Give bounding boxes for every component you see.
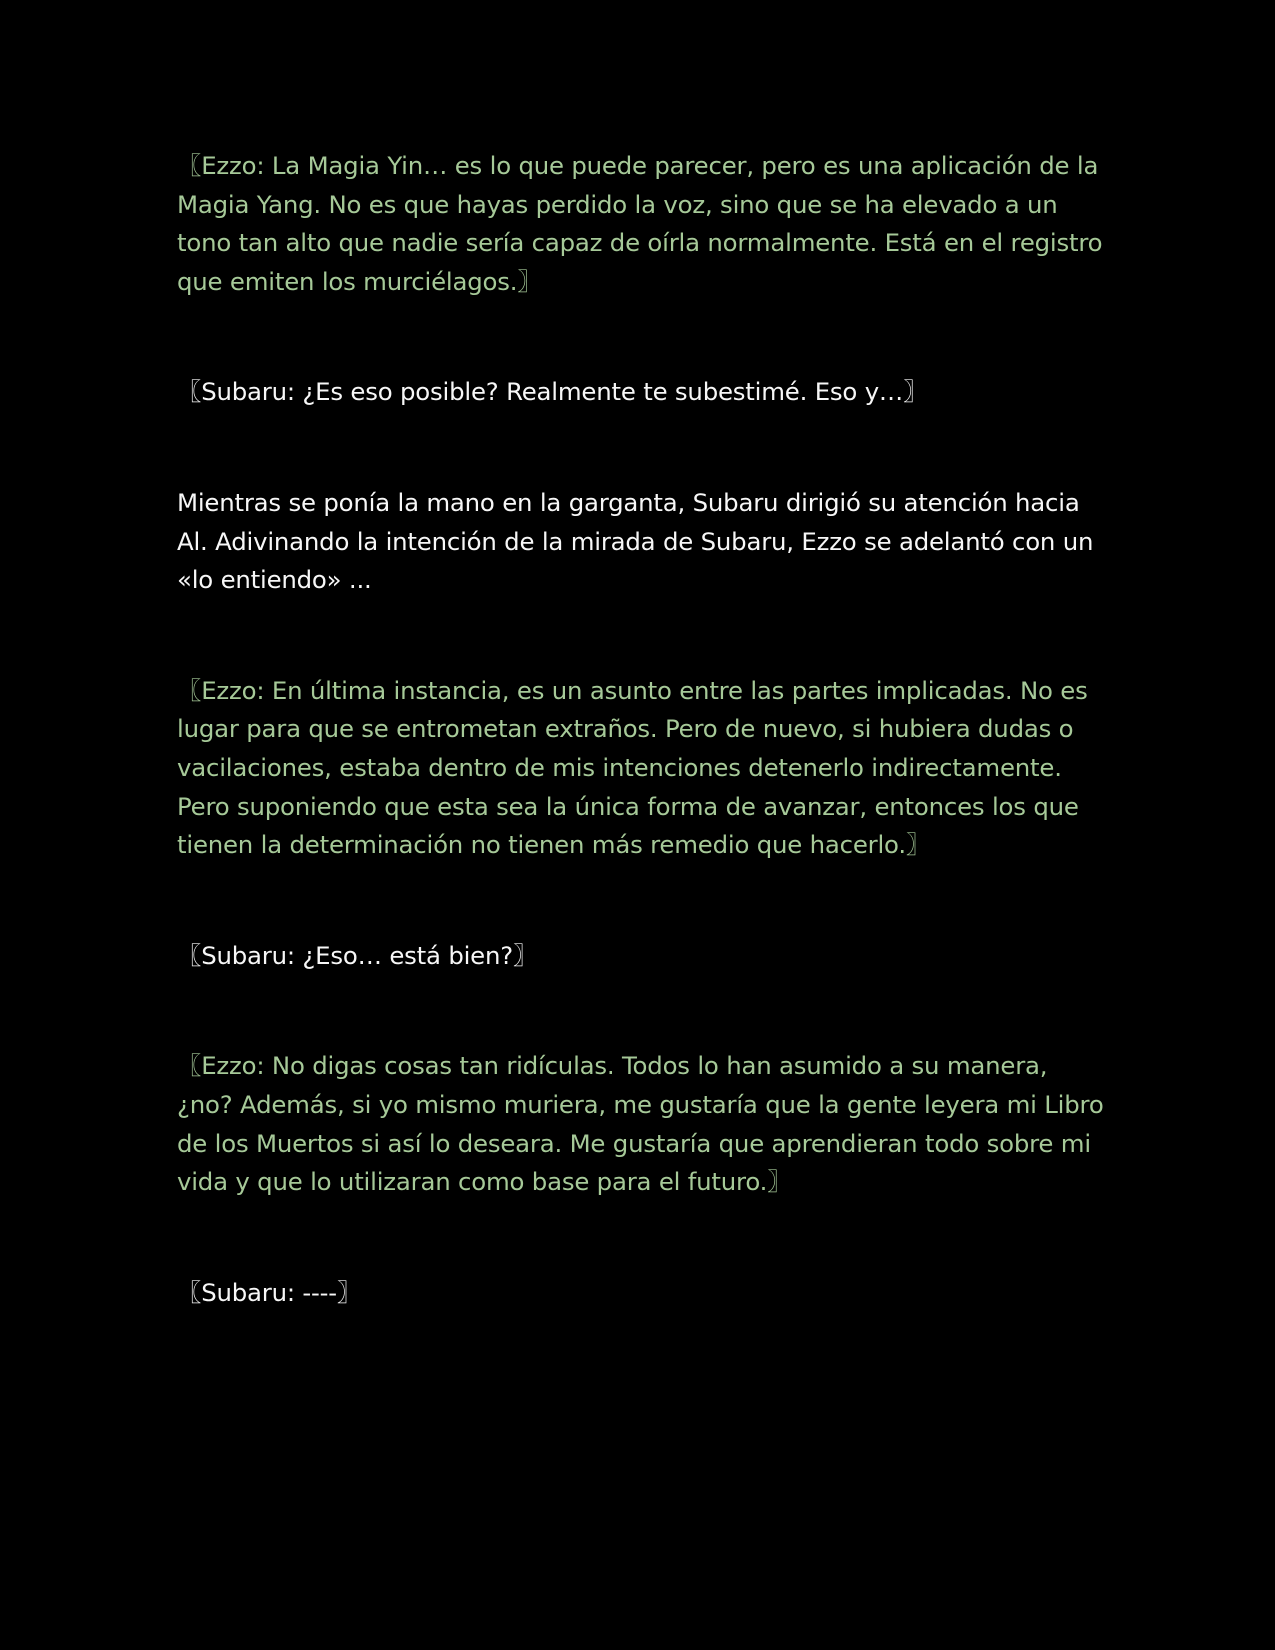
dialogue-ezzo-1: 〖Ezzo: La Magia Yin… es lo que puede parecer, pero es una aplicación de la Magia Yang. No es que hayas perdido la voz, sino que se ha elevado a un tono tan alto que nadie sería capaz de oírla normalmente. Está en el registro que emiten los murciélagos.〗 xyxy=(177,151,1103,296)
dialogue-subaru-3: 〖Subaru: ----〗 xyxy=(177,1277,362,1307)
dialogue-ezzo-3: 〖Ezzo: No digas cosas tan ridículas. Todos lo han asumido a su manera, ¿no? Además, si yo mismo muriera, me gustaría que la gente leyera mi Libro de los Muertos si así lo deseara. Me gustaría que aprendieran todo sobre mi vida y que lo utilizaran como base para el futuro.〗 xyxy=(177,1051,1104,1197)
dialogue-subaru-1: 〖Subaru: ¿Es eso posible? Realmente te subestimé. Eso y…〗 xyxy=(177,377,928,407)
document-page xyxy=(177,147,1107,1312)
dialogue-ezzo-2: 〖Ezzo: En última instancia, es un asunto entre las partes implicadas. No es lugar para que se entrometan extraños. Pero de nuevo, si hubiera dudas o vacilaciones, estaba dentro de mis intenciones detenerlo indirectamente. Pero suponiendo que esta sea la única forma de avanzar, entonces los que tienen la determinación no tienen más remedio que hacerlo.〗 xyxy=(177,675,1088,860)
narration-paragraph: Mientras se ponía la mano en la garganta, Subaru dirigió su atención hacia Al. Adivinando la intención de la mirada de Subaru, Ezzo se adelantó con un «lo entiendo» ... xyxy=(177,487,1094,595)
dialogue-subaru-2: 〖Subaru: ¿Eso… está bien?〗 xyxy=(177,940,538,970)
